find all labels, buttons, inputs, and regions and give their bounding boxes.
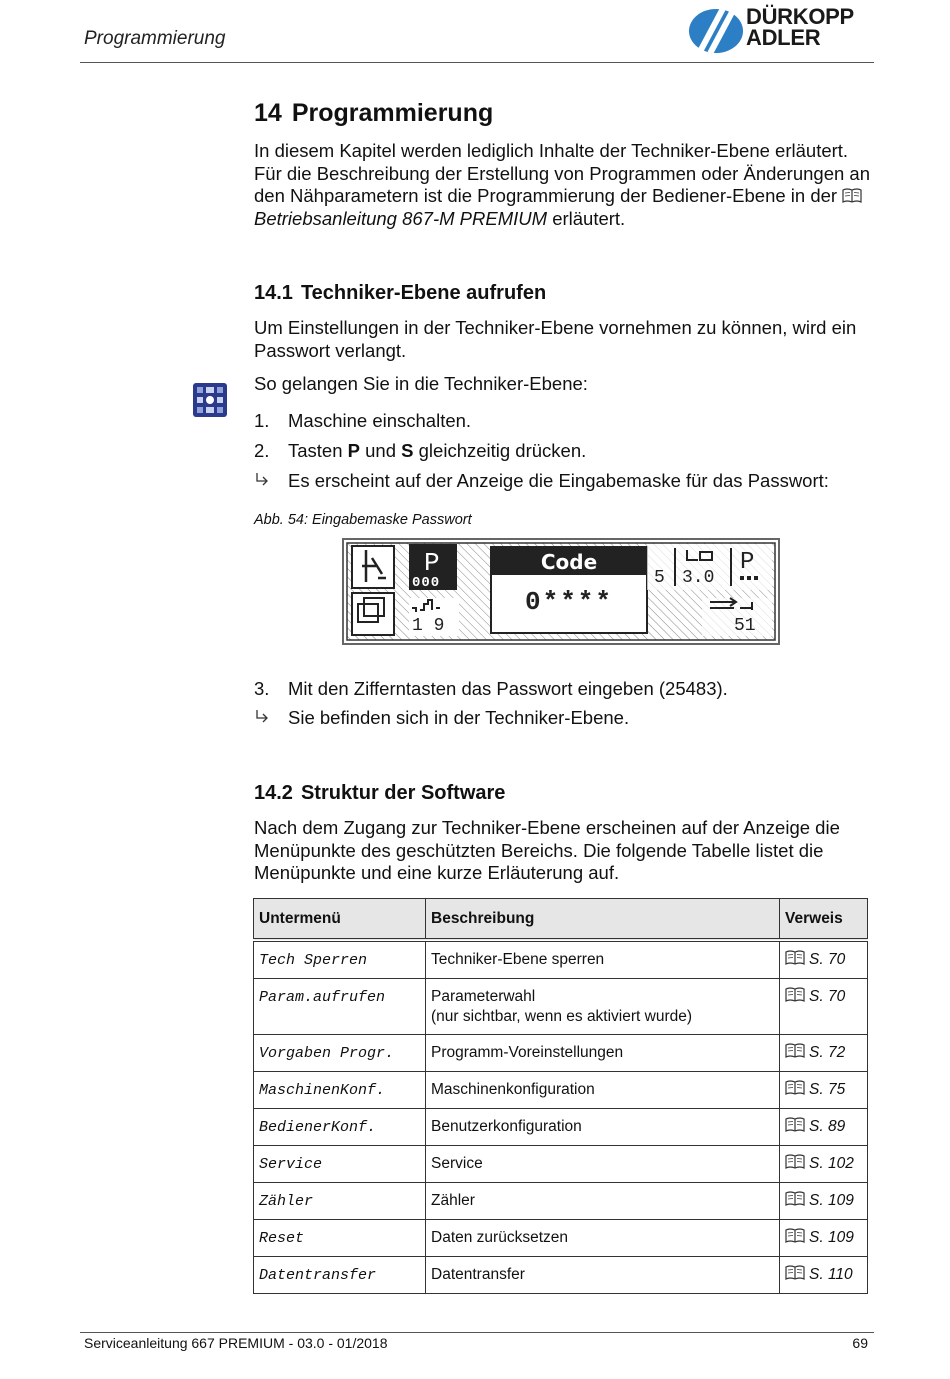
page-reference: S. 89 <box>809 1118 846 1135</box>
menu-item-name: Tech Sperren <box>259 952 368 969</box>
table-row <box>254 940 868 979</box>
section-number: 14.2 <box>254 782 293 804</box>
menu-item-description: Maschinenkonfiguration <box>431 1081 595 1098</box>
step-2 <box>254 440 586 462</box>
page-reference: S. 109 <box>809 1192 854 1209</box>
page-reference: S. 102 <box>809 1155 854 1172</box>
menu-item-name: Param.aufrufen <box>259 989 386 1006</box>
book-icon <box>785 1080 805 1096</box>
logo-line-1: DÜRKOPP <box>746 4 854 29</box>
layers-icon <box>358 604 378 622</box>
page-reference: S. 72 <box>809 1044 846 1061</box>
page-number: 69 <box>852 1335 868 1351</box>
table-row <box>254 979 868 1035</box>
menu-item-name: Vorgaben Progr. <box>259 1045 395 1062</box>
header-verweis: Verweis <box>780 899 868 941</box>
step-text-post: gleichzeitig drücken. <box>413 440 587 461</box>
display-value-3-0: 3.0 <box>682 568 715 588</box>
software-structure-table <box>253 898 868 1294</box>
section2-paragraph: Nach dem Zugang zur Techniker-Ebene erscheinen auf der Anzeige die Menüpunkte des geschützten Bereichs. Die folgende Tabelle listet die Menüpunkte und eine kurze Erläuterung auf. <box>254 817 840 883</box>
page-reference: S. 109 <box>809 1229 854 1246</box>
header-beschreibung: Beschreibung <box>426 899 780 941</box>
step-marker: 2. <box>254 440 270 461</box>
book-icon <box>785 1228 805 1244</box>
display-left-value: 1 9 <box>412 616 445 636</box>
table-row <box>254 1257 868 1294</box>
menu-item-name: MaschinenKonf. <box>259 1082 386 1099</box>
book-icon <box>785 1117 805 1133</box>
section-title: Techniker-Ebene aufrufen <box>300 282 547 304</box>
intro-text: In diesem Kapitel werden lediglich Inhalte der Techniker-Ebene erläutert. Für die Beschreibung der Erstellung von Programmen oder Änderungen an den Nähparametern ist die Programmierung der Bediener-Ebene in der <box>254 140 871 206</box>
book-icon <box>785 1154 805 1170</box>
page-reference: S. 70 <box>809 988 846 1005</box>
book-icon <box>842 188 862 204</box>
display-p-label: P <box>424 548 440 578</box>
step-text-pre: Tasten <box>288 440 348 461</box>
step-text-mid: und <box>360 440 402 461</box>
book-icon <box>785 987 805 1003</box>
section-number: 14.1 <box>254 282 293 304</box>
display-p-sub: 000 <box>412 575 441 591</box>
step-3 <box>254 678 728 700</box>
header-rule <box>80 62 874 63</box>
result-arrow-icon <box>254 472 270 488</box>
step-marker: 1. <box>254 410 270 431</box>
chapter-number: 14 <box>254 99 282 127</box>
display-code-label: Code <box>540 550 598 574</box>
display-right-p: P <box>740 549 755 576</box>
table-row <box>254 1220 868 1257</box>
step-1 <box>254 410 471 432</box>
menu-item-description: Zähler <box>431 1192 475 1209</box>
step-marker: 3. <box>254 678 270 699</box>
menu-item-description: Datentransfer <box>431 1266 525 1283</box>
header-section-title: Programmierung <box>84 28 226 49</box>
footer-document: Serviceanleitung 667 PREMIUM - 03.0 - 01/2018 <box>84 1335 388 1351</box>
menu-item-description: Techniker-Ebene sperren <box>431 951 605 968</box>
menu-item-name: Service <box>259 1156 323 1173</box>
password-entry-display <box>342 538 780 645</box>
display-code-value: 0**** <box>524 587 614 617</box>
table-row <box>254 1109 868 1146</box>
menu-item-name: Zähler <box>259 1193 314 1210</box>
page-reference: S. 75 <box>809 1081 846 1098</box>
menu-item-name: BedienerKonf. <box>259 1119 377 1136</box>
section-title: Struktur der Software <box>300 782 506 804</box>
logo-wordmark <box>746 6 854 48</box>
page-reference: S. 110 <box>809 1266 853 1283</box>
table-row <box>254 1146 868 1183</box>
table-row <box>254 1072 868 1109</box>
book-icon <box>785 950 805 966</box>
table-header-row <box>254 899 868 941</box>
figure-caption: Abb. 54: Eingabemaske Passwort <box>254 512 472 528</box>
intro-end: erläutert. <box>552 207 626 229</box>
menu-item-name: Datentransfer <box>259 1267 377 1284</box>
step-result-2 <box>254 707 629 729</box>
menu-item-description: Parameterwahl <box>431 988 536 1005</box>
step-text: Sie befinden sich in der Techniker-Ebene. <box>288 707 630 728</box>
step-result-1 <box>254 470 829 492</box>
footer-rule <box>80 1332 874 1333</box>
page-reference: S. 70 <box>809 951 846 968</box>
menu-item-description: Daten zurücksetzen <box>431 1229 568 1246</box>
section1-lead: So gelangen Sie in die Techniker-Ebene: <box>254 373 588 394</box>
chapter-intro <box>254 140 874 230</box>
header-untermenu: Untermenü <box>254 899 426 941</box>
book-icon <box>785 1191 805 1207</box>
book-icon <box>785 1043 805 1059</box>
section1-paragraph: Um Einstellungen in der Techniker-Ebene vornehmen zu können, wird ein Passwort verlangt. <box>254 317 857 361</box>
menu-item-description: Service <box>431 1155 483 1172</box>
display-value-51: 51 <box>734 616 756 636</box>
step-text: Mit den Zifferntasten das Passwort eingeben (25483). <box>288 678 728 699</box>
chapter-title: Programmierung <box>291 99 494 127</box>
key-p: P <box>347 440 360 461</box>
table-row <box>254 1035 868 1072</box>
menu-item-note: (nur sichtbar, wenn es aktiviert wurde) <box>431 1008 693 1025</box>
section-heading-14-2 <box>254 782 505 805</box>
display-value-5: 5 <box>654 568 665 588</box>
result-arrow-icon <box>254 709 270 725</box>
chapter-heading <box>254 99 493 128</box>
step-text: Maschine einschalten. <box>288 410 472 431</box>
intro-reference: Betriebsanleitung 867-M PREMIUM <box>254 207 548 229</box>
menu-item-description: Benutzerkonfiguration <box>431 1118 582 1135</box>
control-panel-icon <box>193 383 227 417</box>
menu-item-name: Reset <box>259 1230 305 1247</box>
table-row <box>254 1183 868 1220</box>
menu-item-description: Programm-Voreinstellungen <box>431 1044 624 1061</box>
step-text: Es erscheint auf der Anzeige die Eingabemaske für das Passwort: <box>288 470 829 491</box>
logo-line-2: ADLER <box>746 25 821 50</box>
key-s: S <box>401 440 414 461</box>
section-heading-14-1 <box>254 282 546 305</box>
book-icon <box>785 1265 805 1281</box>
